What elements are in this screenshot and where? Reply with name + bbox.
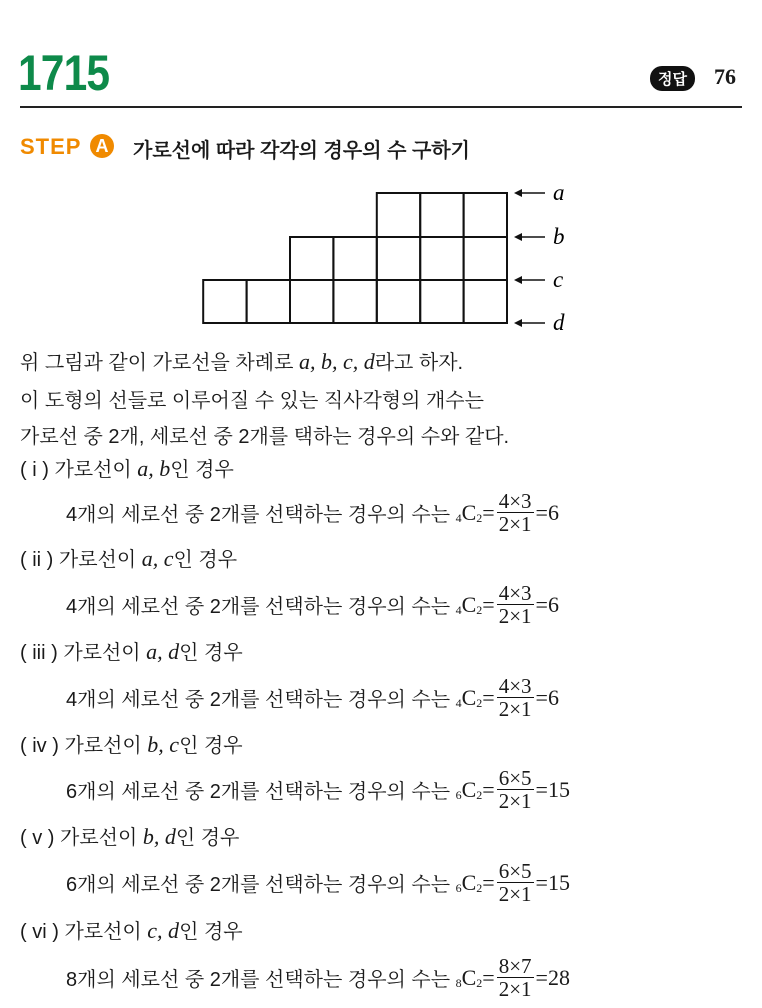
grid-cell: [464, 280, 507, 323]
formula-result: =6: [535, 499, 559, 525]
combination-symbol: C: [461, 591, 477, 617]
fraction: [497, 955, 534, 1000]
case-text: 가로선이: [58, 549, 142, 571]
step-title: 가로선에 따라 각각의 경우의 수 구하기: [133, 140, 470, 162]
combination-n: 4: [455, 696, 462, 710]
case-formula: [66, 955, 570, 1000]
grid-cell: [333, 237, 376, 280]
intro-line-3: 가로선 중 2개, 세로선 중 2개를 택하는 경우의 수와 같다.: [20, 426, 510, 448]
formula-result: =6: [535, 684, 559, 710]
case-text: 가로선이: [54, 459, 138, 481]
case-label: ( v ): [20, 827, 55, 849]
case-text: 인 경우: [179, 921, 243, 943]
case-formula: [66, 582, 559, 627]
intro-line-2: 이 도형의 선들로 이루어질 수 있는 직사각형의 개수는: [20, 390, 484, 412]
fraction-denominator: 2×1: [498, 512, 532, 536]
step-letter-badge: A: [90, 134, 114, 158]
row-label: c: [553, 267, 564, 292]
case-text: 인 경우: [173, 549, 238, 571]
combination-symbol: C: [461, 964, 477, 990]
fraction: [497, 860, 534, 905]
combination-n: 4: [455, 511, 462, 525]
answer-badge: 정답: [650, 66, 695, 91]
case-text: 인 경우: [179, 642, 243, 664]
fraction-numerator: 8×7: [498, 954, 532, 978]
combination-n: 6: [455, 788, 462, 802]
formula-result: =15: [535, 776, 570, 802]
fraction-denominator: 2×1: [498, 977, 532, 1001]
case-formula: [66, 767, 570, 812]
row-label: b: [553, 224, 565, 249]
formula-result: =15: [535, 869, 570, 895]
arrow-left-icon: [514, 276, 522, 284]
case-text: 가로선이: [60, 827, 143, 849]
arrow-left-icon: [514, 319, 522, 327]
fraction-numerator: 6×5: [498, 859, 532, 883]
grid-cell: [464, 237, 507, 280]
case-label: ( iv ): [20, 735, 59, 757]
formula-result: =28: [535, 964, 570, 990]
staircase-grid-figure: [0, 0, 762, 340]
grid-cell: [464, 193, 507, 237]
equals-sign: =: [482, 869, 495, 895]
formula-sentence: 4개의 세로선 중 2개를 선택하는 경우의 수는: [66, 504, 451, 526]
grid-cell: [377, 280, 420, 323]
fraction: [497, 490, 534, 535]
combination-symbol: C: [461, 776, 477, 802]
row-label: a: [553, 180, 565, 205]
case-label: ( iii ): [20, 642, 58, 664]
equals-sign: =: [482, 964, 495, 990]
row-label: d: [553, 310, 565, 335]
formula-sentence: 8개의 세로선 중 2개를 선택하는 경우의 수는: [66, 969, 451, 991]
intro-text: 라고 하자.: [374, 352, 464, 374]
case-label: ( vi ): [20, 921, 59, 943]
equals-sign: =: [482, 684, 495, 710]
arrow-left-icon: [514, 189, 522, 197]
grid-cell: [420, 237, 463, 280]
case-text: 가로선이: [63, 642, 147, 664]
case-formula: [66, 860, 570, 905]
fraction-numerator: 4×3: [498, 581, 532, 605]
case-formula: [66, 490, 559, 535]
case-text: 가로선이: [64, 735, 148, 757]
combination-r: 2: [476, 511, 483, 525]
grid-cell: [420, 193, 463, 237]
intro-text: 위 그림과 같이 가로선을 차례로: [20, 352, 299, 374]
fraction-denominator: 2×1: [498, 882, 532, 906]
formula-result: =6: [535, 591, 559, 617]
combination-symbol: C: [461, 499, 477, 525]
case-text: 인 경우: [179, 735, 243, 757]
case-text: 가로선이: [64, 921, 148, 943]
fraction-numerator: 4×3: [498, 489, 532, 513]
equals-sign: =: [482, 591, 495, 617]
equals-sign: =: [482, 776, 495, 802]
fraction: [497, 675, 534, 720]
answer-page-number: 76: [714, 64, 736, 89]
fraction: [497, 582, 534, 627]
combination-r: 2: [476, 603, 483, 617]
grid-cell: [247, 280, 290, 323]
combination-symbol: C: [461, 869, 477, 895]
case-vars: a, c: [141, 546, 174, 571]
case-label: ( i ): [20, 459, 49, 481]
case-heading: [20, 543, 237, 572]
intro-line-1: [20, 346, 463, 375]
grid-cell: [333, 280, 376, 323]
grid-cell: [420, 280, 463, 323]
combination-symbol: C: [461, 684, 477, 710]
case-text: 인 경우: [175, 827, 240, 849]
combination-r: 2: [476, 696, 483, 710]
fraction-denominator: 2×1: [498, 604, 532, 628]
combination-r: 2: [476, 788, 483, 802]
combination-r: 2: [476, 976, 483, 990]
grid-cell: [290, 237, 333, 280]
grid-cell: [377, 193, 420, 237]
case-heading: [20, 636, 243, 665]
case-label: ( ii ): [20, 549, 54, 571]
problem-number: 1715: [18, 45, 110, 101]
case-vars: c, d: [147, 918, 180, 943]
grid-cell: [377, 237, 420, 280]
case-heading: [20, 453, 234, 482]
fraction-numerator: 4×3: [498, 674, 532, 698]
fraction: [497, 767, 534, 812]
intro-vars: a, b, c, d: [298, 349, 375, 374]
grid-cell: [203, 280, 246, 323]
case-vars: a, d: [146, 639, 180, 664]
case-formula: [66, 675, 559, 720]
case-heading: [20, 729, 243, 758]
combination-n: 4: [455, 603, 462, 617]
case-heading: [20, 915, 243, 944]
case-vars: b, c: [147, 732, 180, 757]
case-vars: b, d: [142, 824, 176, 849]
grid-cell: [290, 280, 333, 323]
formula-sentence: 6개의 세로선 중 2개를 선택하는 경우의 수는: [66, 781, 451, 803]
fraction-numerator: 6×5: [498, 766, 532, 790]
arrow-left-icon: [514, 233, 522, 241]
fraction-denominator: 2×1: [498, 789, 532, 813]
combination-n: 6: [455, 881, 462, 895]
case-vars: a, b: [137, 456, 171, 481]
formula-sentence: 4개의 세로선 중 2개를 선택하는 경우의 수는: [66, 689, 451, 711]
case-heading: [20, 821, 239, 850]
step-label: STEP: [20, 134, 82, 159]
formula-sentence: 4개의 세로선 중 2개를 선택하는 경우의 수는: [66, 596, 451, 618]
combination-n: 8: [455, 976, 462, 990]
equals-sign: =: [482, 499, 495, 525]
formula-sentence: 6개의 세로선 중 2개를 선택하는 경우의 수는: [66, 874, 451, 896]
case-text: 인 경우: [170, 459, 234, 481]
combination-r: 2: [476, 881, 483, 895]
fraction-denominator: 2×1: [498, 697, 532, 721]
